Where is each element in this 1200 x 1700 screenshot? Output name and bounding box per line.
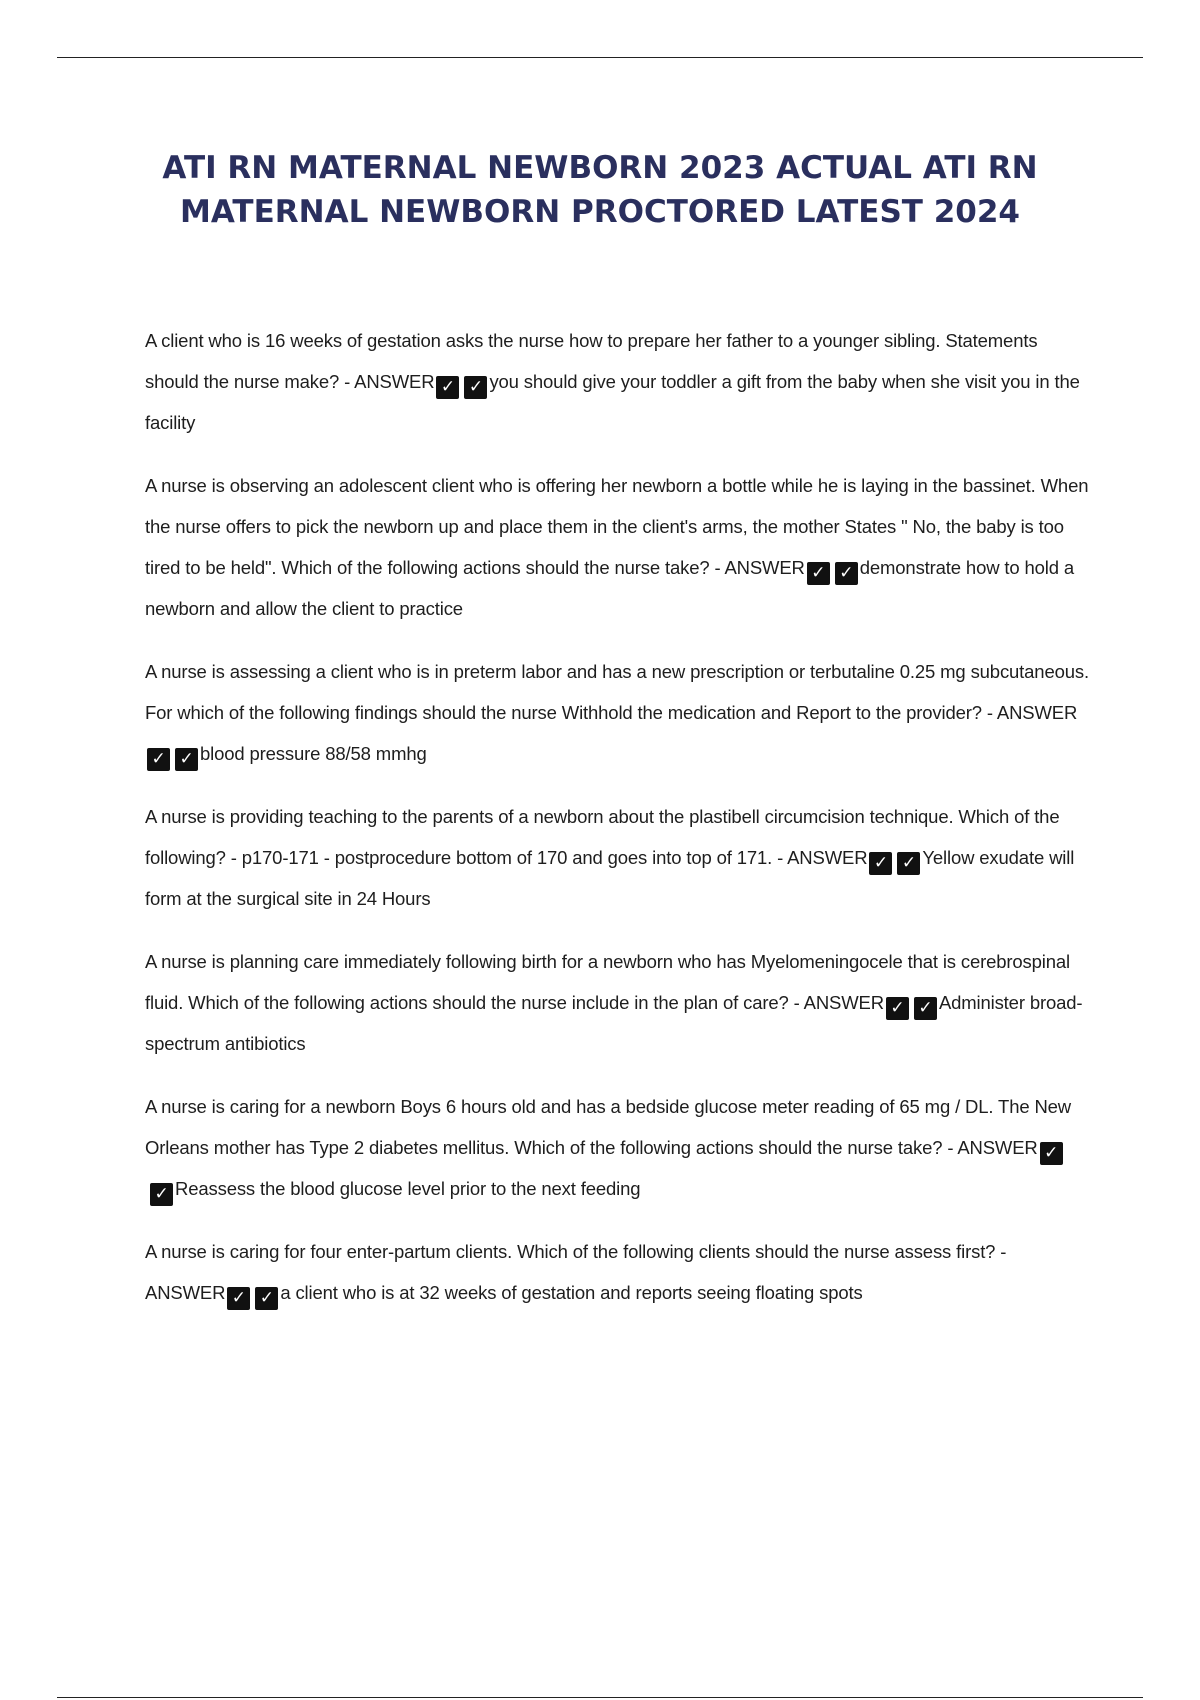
- check-mark-icon: ✓: [255, 1287, 278, 1310]
- answer-text: blood pressure 88/58 mmhg: [200, 743, 427, 764]
- answer-text: demonstrate how to hold a newborn and allow the client to practice: [145, 557, 1075, 619]
- check-mark-icon: ✓: [1040, 1142, 1063, 1165]
- top-rule: [57, 57, 1143, 58]
- question-text: A client who is 16 weeks of gestation asks the nurse how to prepare her father to a younger sibling. Statements should the nurse make? - ANSWER: [145, 330, 1038, 392]
- check-mark-icon: ✓: [464, 376, 487, 399]
- check-mark-icon: ✓: [835, 562, 858, 585]
- check-mark-icon: ✓: [150, 1183, 173, 1206]
- question-text: A nurse is observing an adolescent client who is offering her newborn a bottle while he is laying in the bassinet. When the nurse offers to pick the newborn up and place them in the client's arms, the mother States " No, the baby is too tired to be held". Which of the following actions should the nurse take? - ANSWER: [145, 475, 1089, 578]
- answer-text: you should give your toddler a gift from the baby when she visit you in the facility: [145, 371, 1080, 433]
- check-mark-icon: ✓: [807, 562, 830, 585]
- qa-item: [145, 1086, 1090, 1209]
- qa-item: [145, 320, 1090, 443]
- bottom-rule: [57, 1697, 1143, 1698]
- question-text: A nurse is caring for four enter-partum clients. Which of the following clients should the nurse assess first? - ANSWER: [145, 1241, 1007, 1303]
- qa-item: [145, 465, 1090, 629]
- question-text: A nurse is planning care immediately following birth for a newborn who has Myelomeningocele that is cerebrospinal fluid. Which of the following actions should the nurse include in the plan of care? - ANSWER: [145, 951, 1070, 1013]
- answer-text: Reassess the blood glucose level prior to the next feeding: [175, 1178, 641, 1199]
- check-mark-icon: ✓: [886, 997, 909, 1020]
- check-mark-icon: ✓: [227, 1287, 250, 1310]
- check-mark-icon: ✓: [147, 748, 170, 771]
- answer-text: a client who is at 32 weeks of gestation and reports seeing floating spots: [280, 1282, 863, 1303]
- answer-text: Yellow exudate will form at the surgical site in 24 Hours: [145, 847, 1075, 909]
- question-text: A nurse is assessing a client who is in preterm labor and has a new prescription or terbutaline 0.25 mg subcutaneous. For which of the following findings should the nurse Withhold the medication and Report to the provider? - ANSWER: [145, 661, 1089, 723]
- answer-text: Administer broad-spectrum antibiotics: [145, 992, 1083, 1054]
- question-text: A nurse is providing teaching to the parents of a newborn about the plastibell circumcision technique. Which of the following? - p170-171 - postprocedure bottom of 170 and goes into top of 171. - ANSWER: [145, 806, 1060, 868]
- check-mark-icon: ✓: [914, 997, 937, 1020]
- check-mark-icon: ✓: [175, 748, 198, 771]
- qa-item: [145, 796, 1090, 919]
- title-line: MATERNAL NEWBORN PROCTORED LATEST 2024: [180, 194, 1020, 230]
- question-text: A nurse is caring for a newborn Boys 6 hours old and has a bedside glucose meter reading of 65 mg / DL. The New Orleans mother has Type 2 diabetes mellitus. Which of the following actions should the nurse take? - ANSWER: [145, 1096, 1072, 1158]
- document-title: [100, 146, 1100, 234]
- check-mark-icon: ✓: [897, 852, 920, 875]
- qa-item: [145, 941, 1090, 1064]
- check-mark-icon: ✓: [869, 852, 892, 875]
- check-mark-icon: ✓: [436, 376, 459, 399]
- qa-item: [145, 651, 1090, 774]
- title-line: ATI RN MATERNAL NEWBORN 2023 ACTUAL ATI RN: [162, 150, 1038, 186]
- question-answer-list: [145, 320, 1090, 1335]
- qa-item: [145, 1231, 1090, 1313]
